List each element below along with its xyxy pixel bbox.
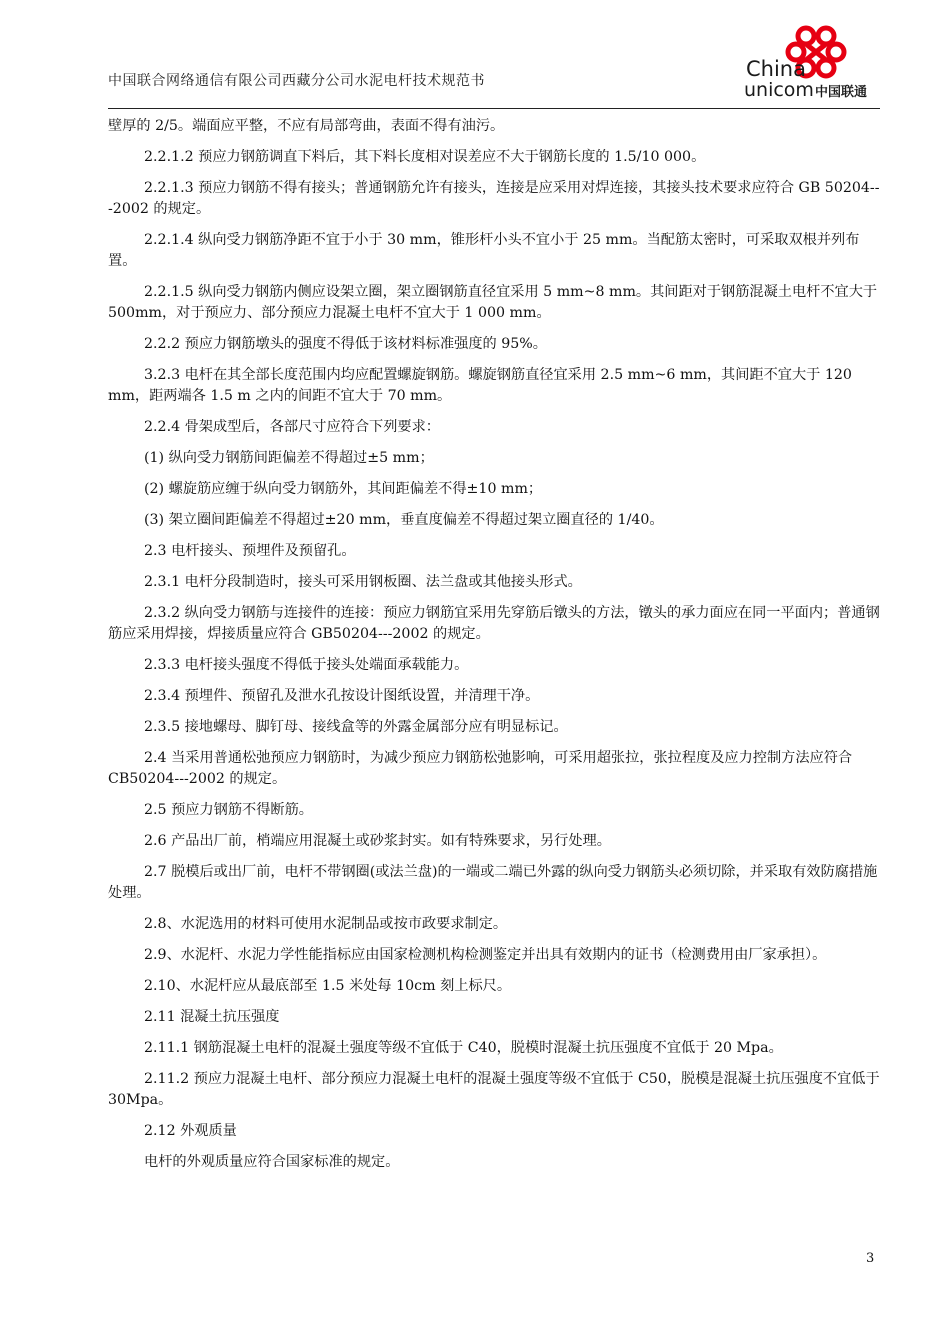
page-header [108, 0, 880, 109]
paragraph: 壁厚的 2/5。端面应平整，不应有局部弯曲，表面不得有油污。 [108, 118, 505, 134]
logo-text-cn: 中国联通 [815, 85, 868, 100]
logo-text-unicom: unicom [744, 79, 814, 101]
paragraph: 2.3.2 纵向受力钢筋与连接件的连接：预应力钢筋宜采用先穿筋后镦头的方法，镦头的承力面应在同一平面内；普通钢筋应采用焊接，焊接质量应符合 GB50204---2002 的规定。 [108, 605, 880, 642]
header-title: 中国联合网络通信有限公司西藏分公司水泥电杆技术规范书 [108, 73, 485, 89]
paragraph: 2.2.1.5 纵向受力钢筋内侧应设架立圈，架立圈钢筋直径宜采用 5 mm~8 mm。其间距对于钢筋混凝土电杆不宜大于 500mm，对于预应力、部分预应力混凝土电杆不宜大于 1 000 mm。 [108, 284, 878, 321]
paragraph: 3.2.3 电杆在其全部长度范围内均应配置螺旋钢筋。螺旋钢筋直径宜采用 2.5 mm~6 mm，其间距不宜大于 120 mm，距两端各 1.5 m 之内的间距不宜大于 70 mm。 [108, 367, 852, 404]
paragraph: 2.2.4 骨架成型后，各部尺寸应符合下列要求： [144, 419, 440, 435]
paragraph: 2.3 电杆接头、预埋件及预留孔。 [144, 543, 356, 559]
paragraph: 2.9、水泥杆、水泥力学性能指标应由国家检测机构检测鉴定并出具有效期内的证书（检测费用由厂家承担）。 [144, 947, 827, 963]
paragraph: (3) 架立圈间距偏差不得超过±20 mm，垂直度偏差不得超过架立圈直径的 1/40。 [144, 512, 664, 528]
paragraph: 2.2.1.2 预应力钢筋调直下料后，其下料长度相对误差应不大于钢筋长度的 1.5/10 000。 [144, 149, 706, 165]
paragraph: 2.3.4 预埋件、预留孔及泄水孔按设计图纸设置，并清理干净。 [144, 688, 540, 704]
paragraph: 电杆的外观质量应符合国家标准的规定。 [144, 1154, 400, 1170]
paragraph: 2.8、水泥选用的材料可使用水泥制品或按市政要求制定。 [144, 916, 508, 932]
paragraph: 2.3.3 电杆接头强度不得低于接头处端面承载能力。 [144, 657, 469, 673]
paragraph: 2.3.1 电杆分段制造时，接头可采用钢板圈、法兰盘或其他接头形式。 [144, 574, 582, 590]
paragraph: 2.2.2 预应力钢筋墩头的强度不得低于该材料标准强度的 95%。 [144, 336, 547, 352]
paragraph: 2.11 混凝土抗压强度 [144, 1009, 280, 1025]
document-body [108, 116, 880, 1183]
paragraph: (2) 螺旋筋应缠于纵向受力钢筋外，其间距偏差不得±10 mm； [144, 481, 543, 497]
paragraph: 2.11.1 钢筋混凝土电杆的混凝土强度等级不宜低于 C40，脱模时混凝土抗压强度不宜低于 20 Mpa。 [144, 1040, 783, 1056]
paragraph: 2.12 外观质量 [144, 1123, 237, 1139]
paragraph: (1) 纵向受力钢筋间距偏差不得超过±5 mm； [144, 450, 434, 466]
paragraph: 2.6 产品出厂前，梢端应用混凝土或砂浆封实。如有特殊要求，另行处理。 [144, 833, 611, 849]
paragraph: 2.2.1.3 预应力钢筋不得有接头；普通钢筋允许有接头，连接是应采用对焊连接，其接头技术要求应符合 GB 50204---2002 的规定。 [108, 180, 880, 217]
paragraph: 2.7 脱模后或出厂前，电杆不带钢圈(或法兰盘)的一端或二端已外露的纵向受力钢筋头必须切除，并采取有效防腐措施处理。 [108, 864, 878, 901]
paragraph: 2.11.2 预应力混凝土电杆、部分预应力混凝土电杆的混凝土强度等级不宜低于 C50，脱模是混凝土抗压强度不宜低于 30Mpa。 [108, 1071, 880, 1108]
page-number: 3 [866, 1251, 875, 1266]
china-unicom-logo [660, 14, 880, 104]
paragraph: 2.5 预应力钢筋不得断筋。 [144, 802, 313, 818]
paragraph: 2.3.5 接地螺母、脚钉母、接线盒等的外露金属部分应有明显标记。 [144, 719, 568, 735]
paragraph: 2.4 当采用普通松弛预应力钢筋时，为减少预应力钢筋松弛影响，可采用超张拉，张拉程度及应力控制方法应符合 CB50204---2002 的规定。 [108, 750, 853, 787]
paragraph: 2.2.1.4 纵向受力钢筋净距不宜于小于 30 mm，锥形杆小头不宜小于 25 mm。当配筋太密时，可采取双根并列布置。 [108, 232, 860, 269]
paragraph: 2.10、水泥杆应从最底部至 1.5 米处每 10cm 刻上标尺。 [144, 978, 512, 994]
logo-text-china: China [746, 57, 806, 81]
